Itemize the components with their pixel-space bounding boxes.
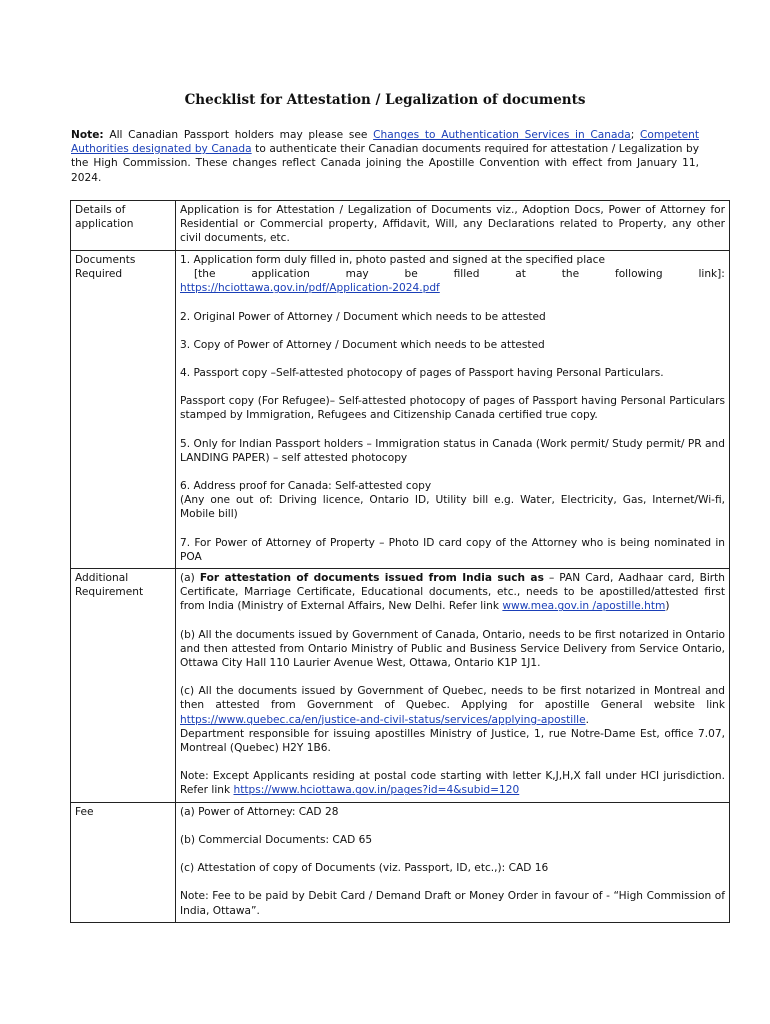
word: application [251, 268, 310, 281]
changes-to-authentication-link[interactable]: Changes to Authentication Services in Canada [373, 129, 631, 141]
competent-authorities-link[interactable]: Competent Authorities designated by Canada [71, 129, 699, 156]
word: link]: [698, 268, 725, 281]
document-item-6-title: 6. Address proof for Canada: Self-attested copy [180, 480, 432, 493]
additional-label: Additional Requirement [71, 569, 176, 803]
document-item-4b: Passport copy (For Refugee)– Self-attested photocopy of pages of Passport having Personal Particulars stamped by Immigration, Refugees and Citizenship Canada certified true copy. [180, 395, 725, 422]
note-text-2: to authenticate their Canadian documents required for attestation / Legalization by the High Commission. These changes reflect Canada joining the Apostille Convention with effect from January 11, 2024. [71, 143, 699, 184]
note-separator: ; [630, 129, 635, 141]
word: filled [453, 268, 480, 281]
additional-c-text: (c) All the documents issued by Government of Quebec, needs to be first notarized in Montreal and then attested from Government of Quebec. Applying for apostille General website link [180, 685, 725, 712]
details-label: Details of application [71, 201, 176, 251]
additional-a-end: ) [665, 600, 670, 613]
document-item-5: 5. Only for Indian Passport holders – Immigration status in Canada (Work permit/ Study permit/ PR and LANDING PAPER) – self attested photocopy [180, 437, 725, 464]
note-text-1: All Canadian Passport holders may please see [103, 129, 374, 141]
document-item-2: 2. Original Power of Attorney / Document which needs to be attested [180, 310, 546, 323]
additional-a-prefix: (a) [180, 572, 200, 585]
fee-note: Note: Fee to be paid by Debit Card / Demand Draft or Money Order in favour of - “High Commission of India, Ottawa”. [180, 890, 725, 917]
additional-a-text: – PAN Card, Aadhaar card, Birth Certificate, Marriage Certificate, Educational documents, etc., needs to be apostilled/attested first from India (Ministry of External Affairs, New Delhi. Refer link [180, 572, 726, 613]
additional-item-b: (b) All the documents issued by Government of Canada, Ontario, needs to be first notarized in Ontario and then attested from Ontario Ministry of Public and Business Service Delivery from Service Ontario, Ottawa City Hall 110 Laurier Avenue West, Ottawa, Ontario K1P 1J1. [180, 628, 725, 670]
documents-content [176, 251, 730, 569]
additional-item-a [180, 571, 725, 614]
row-additional [71, 569, 730, 803]
document-item-6-detail: (Any one out of: Driving licence, Ontario ID, Utility bill e.g. Water, Electricity, Gas, Internet/Wi-fi, Mobile bill) [180, 494, 725, 521]
additional-note-text: Note: Except Applicants residing at postal code starting with letter K,J,H,X fall under HCI jurisdiction. Refer link [180, 770, 725, 797]
fee-item-c: (c) Attestation of copy of Documents (viz. Passport, ID, etc.,): CAD 16 [180, 862, 549, 875]
fee-item-a: (a) Power of Attorney: CAD 28 [180, 805, 339, 818]
document-item-1-note [180, 267, 725, 281]
word: at [515, 268, 526, 281]
additional-item-c [180, 684, 725, 755]
fee-item-b: (b) Commercial Documents: CAD 65 [180, 833, 373, 846]
word: be [404, 268, 418, 281]
intro-note [71, 128, 699, 185]
page-title: Checklist for Attestation / Legalization of documents [184, 92, 586, 108]
document-item-1 [180, 253, 725, 296]
documents-label: Documents Required [71, 251, 176, 569]
document-item-3: 3. Copy of Power of Attorney / Document which needs to be attested [180, 338, 545, 351]
checklist-table [70, 200, 730, 923]
application-form-link[interactable]: https://hciottawa.gov.in/pdf/Application-2024.pdf [180, 282, 440, 295]
document-item-7: 7. For Power of Attorney of Property – Photo ID card copy of the Attorney who is being nominated in POA [180, 536, 725, 563]
fee-content [176, 802, 730, 922]
row-fee [71, 802, 730, 922]
hci-jurisdiction-link[interactable]: https://www.hciottawa.gov.in/pages?id=4&subid=120 [233, 784, 520, 797]
quebec-apostille-link[interactable]: https://www.quebec.ca/en/justice-and-civil-status/services/applying-apostille [180, 713, 586, 726]
mea-apostille-link[interactable]: www.mea.gov.in /apostille.htm [502, 600, 666, 613]
word: [the [194, 268, 216, 281]
additional-c-department: Department responsible for issuing apostilles Ministry of Justice, 1, rue Notre-Dame Est, office 7.07, Montreal (Quebec) H2Y 1B6. [180, 727, 725, 755]
additional-a-bold: For attestation of documents issued from India such as [199, 572, 544, 585]
document-item-6 [180, 479, 725, 522]
document-item-1-text: 1. Application form duly filled in, photo pasted and signed at the specified place [180, 254, 605, 266]
note-label: Note: [71, 129, 104, 141]
word: the [561, 268, 580, 281]
additional-c-end: . [585, 713, 589, 726]
row-documents [71, 251, 730, 569]
additional-content [176, 569, 730, 803]
details-content: Application is for Attestation / Legalization of Documents viz., Adoption Docs, Power of Attorney for Residential or Commercial property, Affidavit, Will, any Declarations related to Property, any other civil documents, etc. [176, 201, 730, 251]
word: may [345, 268, 369, 281]
document-item-4: 4. Passport copy –Self-attested photocopy of pages of Passport having Personal Particulars. [180, 367, 664, 380]
fee-label: Fee [71, 802, 176, 922]
word: following [614, 268, 663, 281]
row-details [71, 201, 730, 251]
additional-note [180, 769, 725, 797]
